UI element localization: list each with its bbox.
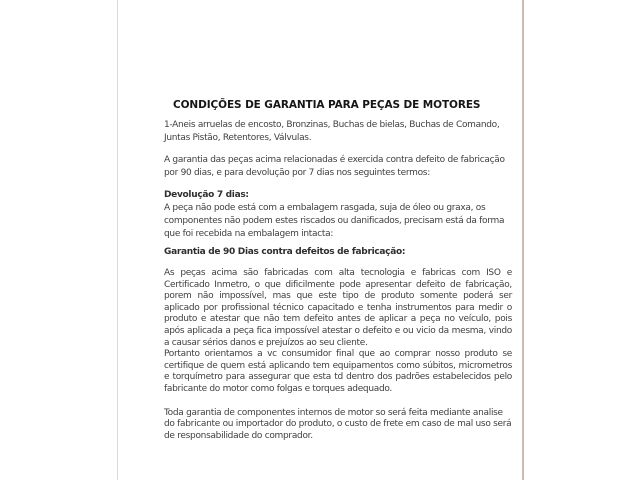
section-heading-return-7-days: Devolução 7 dias:: [164, 190, 249, 200]
closing-paragraph: Toda garantia de componentes internos de motor so será feita mediante analise do fabricante ou importador do produto, o custo de frete em caso de mal uso será de responsabilidade do comprador.: [164, 407, 512, 441]
warranty-intro-paragraph: A garantia das peças acima relacionadas é exercida contra defeito de fabricação por 90 dias, e para devolução por 7 dias nos seguintes termos:: [164, 155, 505, 178]
document-page: [164, 99, 512, 442]
section-body-return-7-days: A peça não pode está com a embalagem rasgada, suja de óleo ou graxa, os componentes não podem estes riscados ou danificados, precisam está da forma que foi recebida na embalagem intacta:: [164, 203, 505, 239]
section-heading-90-days-warranty: Garantia de 90 Dias contra defeitos de fabricação:: [164, 247, 406, 257]
manufacturing-defect-paragraph: As peças acima são fabricadas com alta tecnologia e fabricas com ISO e Certificado Inmetro, o que dificilmente pode apresentar defeito de fabricação, porem não impossível, mas que este tipo de produto somente poderá ser aplicado por profissional técnico capacitado e tenha instrumentos para medir o produto e atestar que não tem defeito antes de aplicar a peça no veículo, pois após aplicada a peça fica impossível atestar o defeito e ou vicio da mesma, vindo a causar sérios danos e prejuízos ao seu cliente.: [164, 268, 512, 348]
section-body-90-days-warranty: [164, 268, 512, 396]
page-title: CONDIÇÕES DE GARANTIA PARA PEÇAS DE MOTORES: [173, 99, 481, 111]
page-left-rule: [117, 0, 118, 480]
parts-list-paragraph: 1-Aneis arruelas de encosto, Bronzinas, Buchas de bielas, Buchas de Comando, Juntas Pistão, Retentores, Válvulas.: [164, 120, 500, 143]
consumer-guidance-paragraph: Portanto orientamos a vc consumidor final que ao comprar nosso produto se certifique de quem está aplicando tem equipamentos como súbitos, micrometros e torquímetro para assegurar que esta td dentro dos padrões estabelecidos pelo fabricante do motor como folgas e torques adequado.: [164, 349, 512, 394]
page-right-rule: [522, 0, 524, 480]
